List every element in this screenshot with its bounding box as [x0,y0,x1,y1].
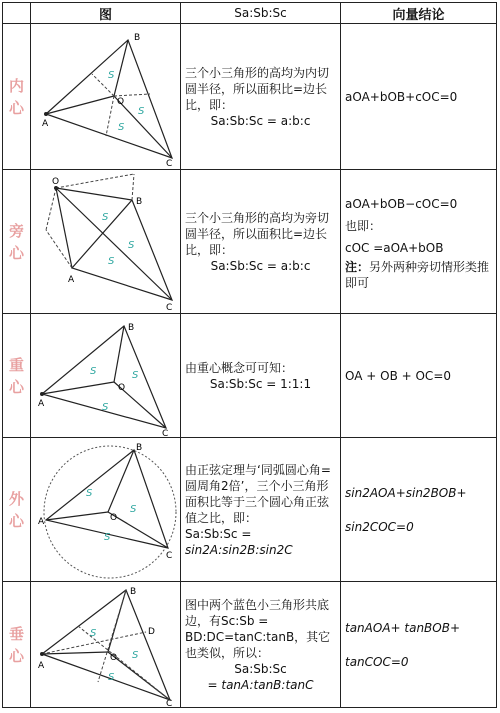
svg-text:S: S [89,627,96,639]
centroid-figure [31,314,181,438]
svg-text:S: S [107,69,114,81]
incenter-desc: 三个小三角形的高均为内切圆半径，所以面积比=边长比，即： Sa:Sb:Sc = a:b:c [181,24,341,170]
centroid-diagram [32,316,180,436]
svg-text:S: S [107,255,114,267]
point-o: O [116,96,124,107]
row-incenter [3,24,497,170]
excenter-desc: 三个小三角形的高均为旁切圆半径，所以面积比=边长比，即： Sa:Sb:Sc = a:b:c [181,170,341,314]
svg-text:A: A [37,660,44,671]
centroid-vector: OA + OB + OC=0 [341,314,497,438]
vertex-a: A [41,118,48,129]
circumcenter-diagram [32,440,180,580]
svg-text:S: S [137,105,144,117]
svg-text:A: A [67,274,74,285]
svg-text:O: O [109,512,117,523]
svg-text:S: S [85,487,92,499]
row-label: 旁 心 [3,170,31,314]
svg-text:C: C [165,550,172,561]
orthocenter-desc: 图中两个蓝色小三角形共底边，有Sc:Sb = BD:DC=tanC:tanB，其它也类似，所以： Sa:Sb:Sc = tanA:tanB:tanC [181,582,341,708]
header-ratio: Sa:Sb:Sc [181,3,341,24]
row-label: 垂 心 [3,582,31,708]
row-orthocenter [3,582,497,708]
orthocenter-vector: tanAOA+ tanBOB+ tanCOC=0 [341,582,497,708]
svg-text:S: S [101,211,108,223]
svg-text:S: S [89,365,96,377]
svg-text:S: S [129,503,136,515]
svg-text:A: A [37,398,44,409]
vertex-b: B [133,32,140,43]
row-label: 内 心 [3,24,31,170]
header-blank [3,3,31,24]
svg-text:B: B [127,322,134,333]
orthocenter-diagram [32,584,180,706]
incenter-figure [31,24,181,170]
svg-text:C: C [161,428,168,436]
svg-text:D: D [147,626,155,637]
svg-text:O: O [51,176,59,187]
excenter-vector: aOA+bOB−cOC=0 也即： cOC =aOA+bOB 注：另外两种旁切情形类推即可 [341,170,497,314]
svg-text:S: S [127,239,134,251]
svg-text:S: S [131,369,138,381]
excenter-note: 注：另外两种旁切情形类推即可 [345,259,490,290]
svg-text:S: S [101,401,108,413]
row-label: 外 心 [3,438,31,582]
svg-text:C: C [165,302,172,312]
svg-text:S: S [107,671,114,683]
incenter-vector: aOA+bOB+cOC=0 [341,24,497,170]
vertex-c: C [165,158,172,168]
row-centroid [3,314,497,438]
excenter-diagram [32,172,180,312]
svg-text:O: O [117,382,125,393]
header-vector: 向量结论 [341,3,497,24]
svg-text:A: A [37,516,44,527]
incenter-diagram [32,26,180,168]
svg-text:B: B [135,442,142,453]
triangle-centers-table [2,2,497,708]
header-figure: 图 [31,3,181,24]
svg-text:C: C [165,698,172,706]
svg-text:S: S [103,531,110,543]
circumcenter-desc: 由正弦定理与‘同弧圆心角=圆周角2倍’，三个小三角形面积比等于三个圆心角正弦值之比，即： Sa:Sb:Sc = sin2A:sin2B:sin2C [181,438,341,582]
excenter-figure [31,170,181,314]
svg-text:S: S [131,649,138,661]
row-label: 重 心 [3,314,31,438]
centroid-desc: 由重心概念可可知： Sa:Sb:Sc = 1:1:1 [181,314,341,438]
circumcenter-vector: sin2AOA+sin2BOB+ sin2COC=0 [341,438,497,582]
row-circumcenter [3,438,497,582]
orthocenter-figure [31,582,181,708]
svg-text:S: S [117,121,124,133]
header-row [3,3,497,24]
circumcenter-figure [31,438,181,582]
row-excenter [3,170,497,314]
svg-text:O: O [109,652,117,663]
svg-text:B: B [135,196,142,207]
svg-text:B: B [129,586,136,597]
